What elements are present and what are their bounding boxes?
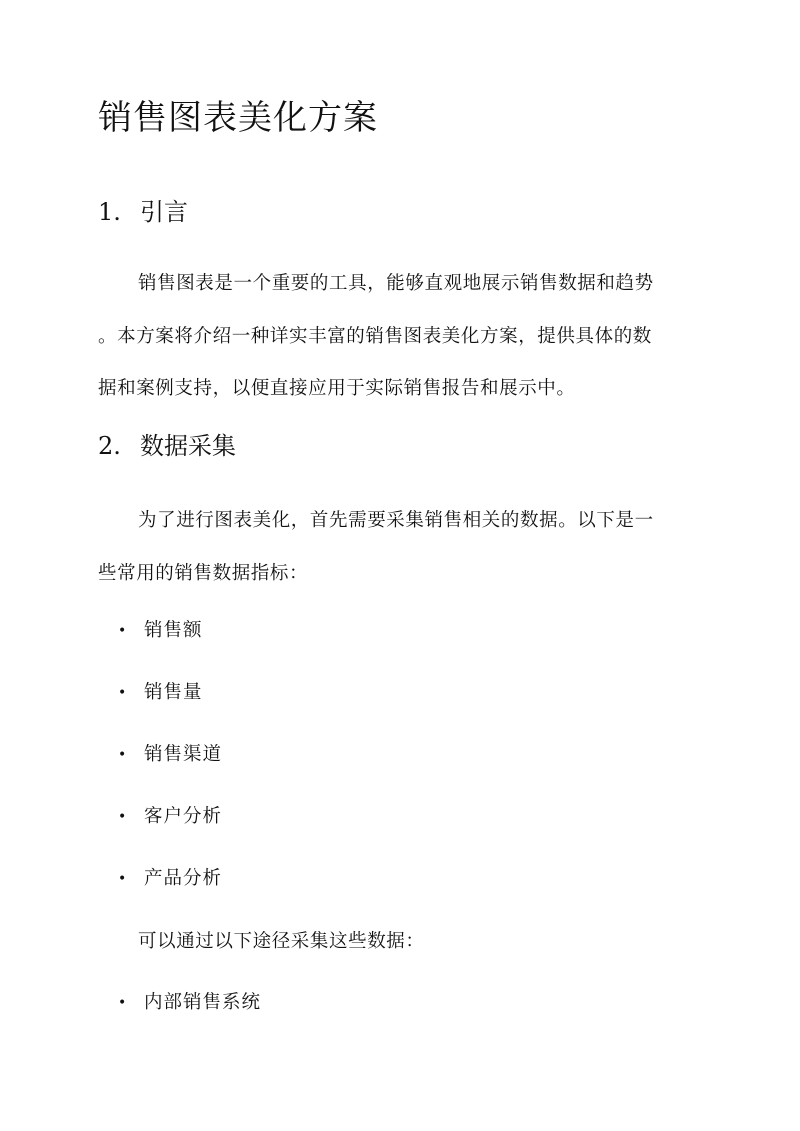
section-heading-intro [98, 196, 188, 228]
list-item-text: 销售渠道 [144, 744, 223, 765]
document-title: 销售图表美化方案 [98, 98, 378, 138]
list-item-metric [118, 680, 203, 706]
list-item-text: 内部销售系统 [144, 992, 262, 1013]
bullet-icon: • [118, 871, 128, 887]
list-item-metric [118, 618, 203, 644]
list-item-text: 销售量 [144, 682, 203, 703]
bullet-icon: • [118, 995, 128, 1011]
intro-paragraph [98, 258, 702, 416]
section-heading-data-collection [98, 430, 236, 462]
list-item-text: 销售额 [144, 620, 203, 641]
paragraph-line: 些常用的销售数据指标： [98, 562, 309, 584]
bullet-icon: • [118, 747, 128, 763]
bullet-icon: • [118, 809, 128, 825]
paragraph-line: 据和案例支持，以便直接应用于实际销售报告和展示中。 [98, 378, 576, 399]
list-item-text: 产品分析 [144, 868, 223, 889]
list-item-source [118, 990, 261, 1016]
paragraph-line: 为了进行图表美化，首先需要采集销售相关的数据。以下是一 [138, 510, 654, 531]
bullet-icon: • [118, 623, 128, 639]
paragraph-line: 可以通过以下途径采集这些数据： [138, 931, 425, 952]
list-item-text: 客户分析 [144, 806, 223, 827]
list-item-metric [118, 866, 222, 892]
section-title: 数据采集 [140, 432, 236, 460]
bullet-icon: • [118, 685, 128, 701]
paragraph-line: 销售图表是一个重要的工具，能够直观地展示销售数据和趋势 [138, 273, 654, 294]
sources-intro-paragraph [98, 917, 702, 967]
list-item-metric [118, 804, 222, 830]
paragraph-line: 。本方案将介绍一种详实丰富的销售图表美化方案，提供具体的数 [98, 325, 652, 347]
section-number: 1. [98, 198, 121, 226]
data-collection-paragraph [98, 495, 702, 600]
section-number: 2. [98, 432, 121, 460]
section-title: 引言 [140, 198, 188, 226]
list-item-metric [118, 742, 222, 768]
